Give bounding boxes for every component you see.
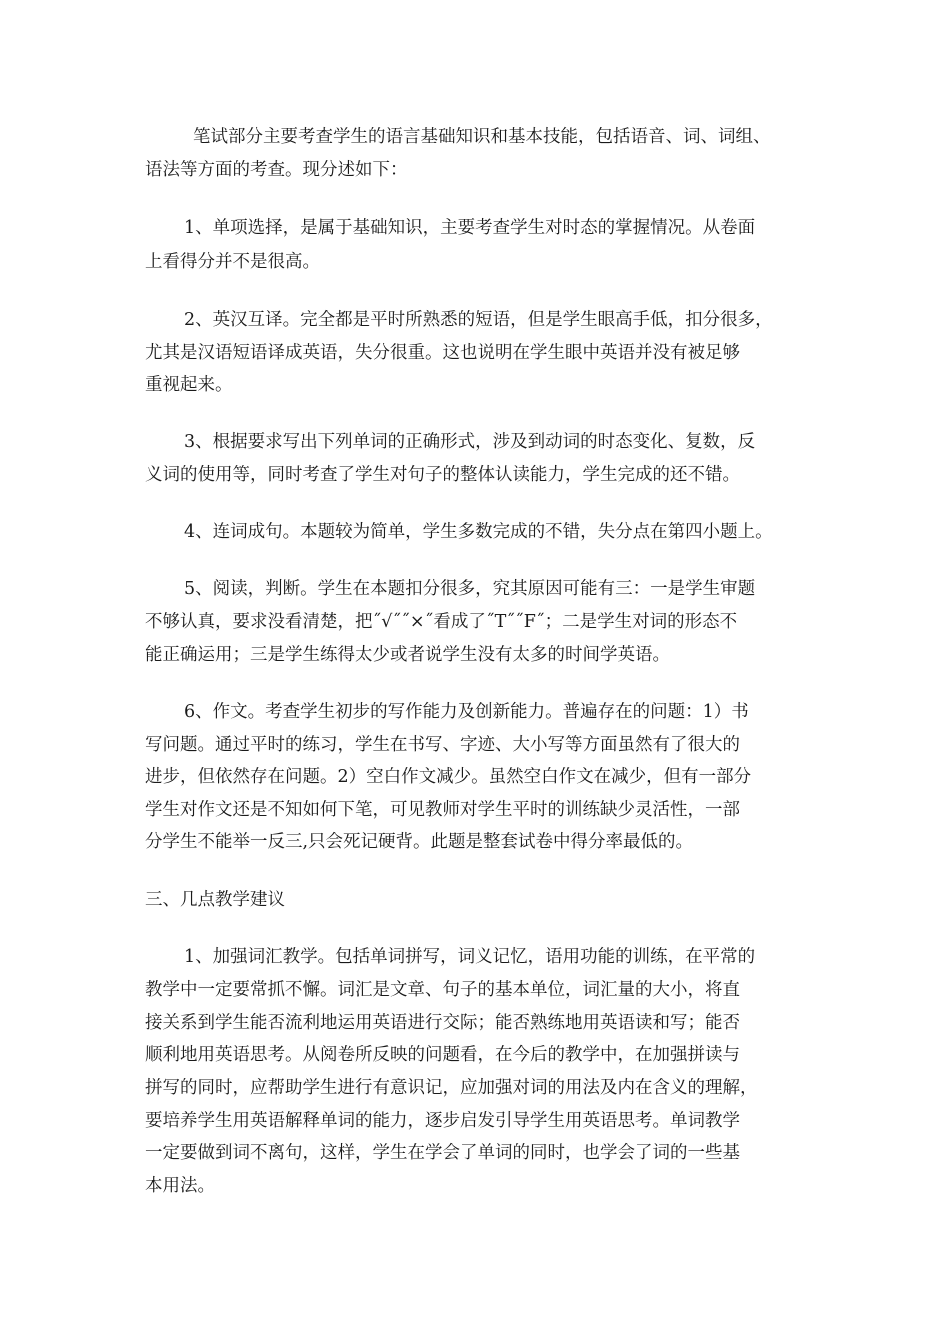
paragraph-line: 能正确运用；三是学生练得太少或者说学生没有太多的时间学英语。 bbox=[145, 645, 670, 665]
paragraph-line: 要培养学生用英语解释单词的能力，逐步启发引导学生用英语思考。单词教学 bbox=[145, 1111, 740, 1131]
paragraph-line: 本用法。 bbox=[145, 1176, 215, 1196]
paragraph-line: 1、加强词汇教学。包括单词拼写，词义记忆，语用功能的训练，在平常的 bbox=[184, 947, 756, 967]
paragraph-line: 拼写的同时，应帮助学生进行有意识记，应加强对词的用法及内在含义的理解， bbox=[145, 1078, 758, 1098]
paragraph-line: 语法等方面的考查。现分述如下： bbox=[145, 160, 408, 180]
paragraph-line: 3、根据要求写出下列单词的正确形式，涉及到动词的时态变化、复数，反 bbox=[184, 432, 756, 452]
paragraph-line: 6、作文。考查学生初步的写作能力及创新能力。普遍存在的问题：1）书 bbox=[184, 702, 749, 722]
paragraph-line: 尤其是汉语短语译成英语，失分很重。这也说明在学生眼中英语并没有被足够 bbox=[145, 343, 740, 363]
paragraph-line: 2、英汉互译。完全都是平时所熟悉的短语，但是学生眼高手低，扣分很多， bbox=[184, 310, 773, 330]
paragraph-line: 4、连词成句。本题较为简单，学生多数完成的不错，失分点在第四小题上。 bbox=[184, 522, 773, 542]
paragraph-line: 1、单项选择，是属于基础知识，主要考查学生对时态的掌握情况。从卷面 bbox=[184, 218, 756, 238]
paragraph-line: 笔试部分主要考查学生的语言基础知识和基本技能，包括语音、词、词组、 bbox=[193, 127, 771, 147]
paragraph-line: 上看得分并不是很高。 bbox=[145, 252, 320, 272]
paragraph-line: 义词的使用等，同时考查了学生对句子的整体认读能力，学生完成的还不错。 bbox=[145, 465, 740, 485]
paragraph-line: 学生对作文还是不知如何下笔，可见教师对学生平时的训练缺少灵活性，一部 bbox=[145, 800, 740, 820]
paragraph-line: 接关系到学生能否流利地运用英语进行交际；能否熟练地用英语读和写；能否 bbox=[145, 1013, 740, 1033]
paragraph-line: 教学中一定要常抓不懈。词汇是文章、句子的基本单位，词汇量的大小，将直 bbox=[145, 980, 740, 1000]
paragraph-line: 写问题。通过平时的练习，学生在书写、字迹、大小写等方面虽然有了很大的 bbox=[145, 735, 740, 755]
section-heading: 三、几点教学建议 bbox=[145, 890, 285, 910]
paragraph-line: 重视起来。 bbox=[145, 375, 233, 395]
paragraph-line: 顺利地用英语思考。从阅卷所反映的问题看，在今后的教学中，在加强拼读与 bbox=[145, 1045, 740, 1065]
paragraph-line: 不够认真，要求没看清楚，把˝√˝˝×˝看成了˝T˝˝F˝；二是学生对词的形态不 bbox=[145, 612, 738, 632]
paragraph-line: 进步，但依然存在问题。2）空白作文减少。虽然空白作文在减少，但有一部分 bbox=[145, 767, 752, 787]
paragraph-line: 5、阅读，判断。学生在本题扣分很多，究其原因可能有三：一是学生审题 bbox=[184, 579, 756, 599]
paragraph-line: 分学生不能举一反三,只会死记硬背。此题是整套试卷中得分率最低的。 bbox=[145, 832, 694, 852]
paragraph-line: 一定要做到词不离句，这样，学生在学会了单词的同时，也学会了词的一些基 bbox=[145, 1143, 740, 1163]
